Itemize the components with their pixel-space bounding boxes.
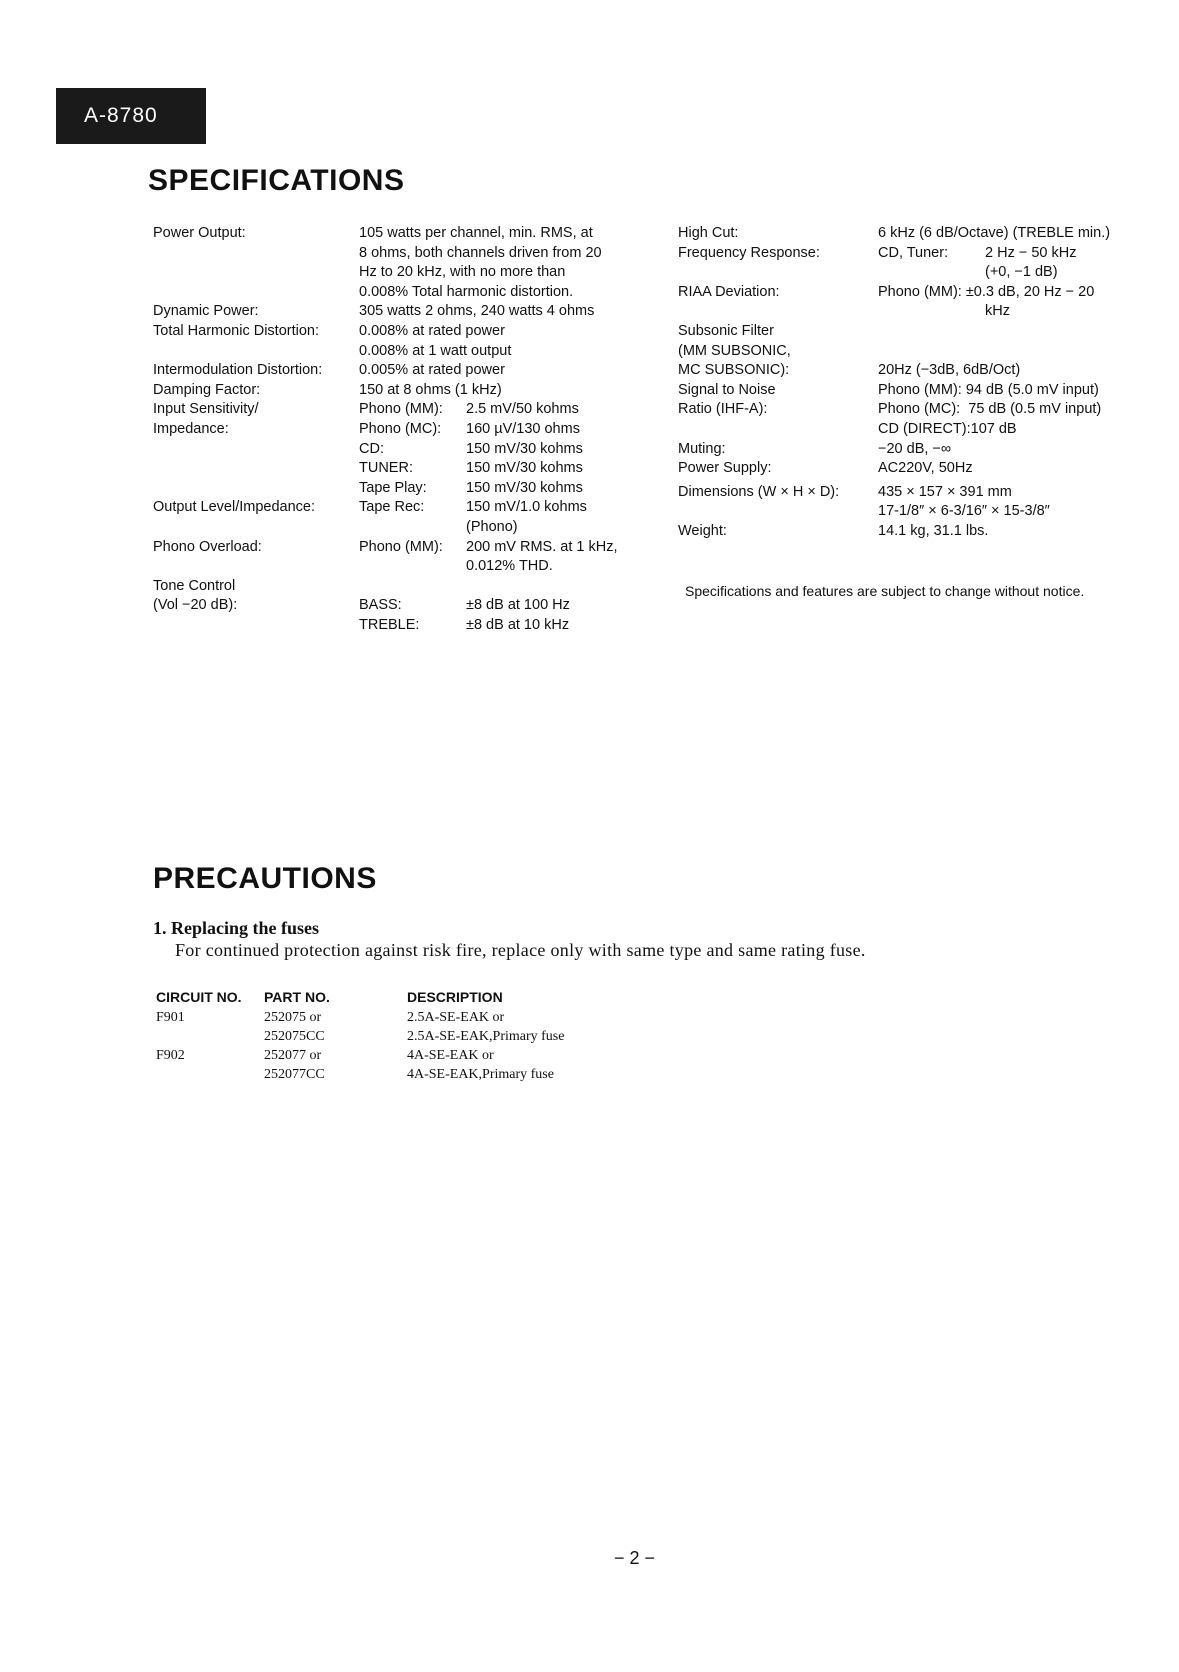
spec-value: Phono (MM): ±0.3 dB, 20 Hz − 20 — [878, 283, 1095, 300]
table-cell — [156, 1065, 264, 1084]
spec-value: 8 ohms, both channels driven from 20 — [359, 244, 602, 261]
spec-label: Phono Overload: — [153, 538, 262, 555]
spec-value: 0.005% at rated power — [359, 362, 505, 379]
table-cell: 252077 or — [264, 1048, 322, 1063]
spec-value: Hz to 20 kHz, with no more than — [359, 264, 566, 281]
spec-value: 150 at 8 ohms (1 kHz) — [359, 381, 502, 398]
table-row — [156, 1027, 707, 1046]
spec-value: 105 watts per channel, min. RMS, at — [359, 225, 593, 241]
spec-value: (+0, −1 dB) — [985, 264, 1058, 281]
spec-label: Dynamic Power: — [153, 303, 259, 320]
spec-value: 6 kHz (6 dB/Octave) (TREBLE min.) — [878, 225, 1111, 241]
spec-value: 150 mV/1.0 kohms — [466, 499, 587, 516]
spec-value: 17-1/8″ × 6-3/16″ × 15-3/8″ — [878, 503, 1050, 520]
spec-label: Impedance: — [153, 420, 229, 437]
table-cell: 252077CC — [264, 1067, 325, 1082]
spec-label: Power Supply: — [678, 460, 772, 477]
spec-label: Tone Control — [153, 577, 236, 594]
spec-label: (MM SUBSONIC, — [678, 342, 791, 359]
col-description: DESCRIPTION — [407, 989, 503, 1005]
col-circuit-no: CIRCUIT NO. — [156, 989, 242, 1005]
spec-value: CD (DIRECT):107 dB — [878, 420, 1017, 437]
spec-value: 2.5 mV/50 kohms — [466, 401, 579, 418]
spec-value: 200 mV RMS. at 1 kHz, — [466, 538, 618, 555]
spec-value: kHz — [985, 303, 1010, 320]
spec-value: ±8 dB at 100 Hz — [466, 597, 570, 614]
spec-label: Frequency Response: — [678, 244, 820, 261]
spec-label: MC SUBSONIC): — [678, 362, 790, 379]
spec-value: −20 dB, −∞ — [878, 440, 952, 457]
spec-label: High Cut: — [678, 225, 739, 241]
spec-sub-key: Tape Play: — [359, 479, 427, 496]
spec-sub-key: CD: — [359, 440, 384, 457]
spec-value: Phono (MC): 75 dB (0.5 mV input) — [878, 401, 1102, 418]
table-row — [156, 1065, 707, 1084]
spec-sub-key: Phono (MM): — [359, 401, 443, 418]
spec-label: Ratio (IHF-A): — [678, 401, 768, 418]
table-cell: F901 — [156, 1010, 185, 1025]
table-row — [156, 1008, 707, 1027]
spec-value: 20Hz (−3dB, 6dB/Oct) — [878, 362, 1021, 379]
table-cell: 4A-SE-EAK,Primary fuse — [407, 1067, 554, 1082]
spec-value: 435 × 157 × 391 mm — [878, 483, 1012, 500]
spec-label: Subsonic Filter — [678, 322, 774, 339]
table-cell: 252075CC — [264, 1029, 325, 1044]
spec-sub-key: Phono (MM): — [359, 538, 443, 555]
precaution-item-text: For continued protection against risk fire, replace only with same type and same rating fuse. — [175, 940, 866, 960]
table-cell: 4A-SE-EAK or — [407, 1048, 494, 1063]
spec-value: 2 Hz − 50 kHz — [985, 244, 1077, 261]
page-number: − 2 − — [614, 1548, 656, 1568]
spec-value: 150 mV/30 kohms — [466, 479, 583, 496]
model-badge — [56, 88, 206, 144]
table-row — [156, 1046, 707, 1065]
spec-sub-key: Tape Rec: — [359, 499, 425, 516]
precaution-item-title: 1. Replacing the fuses — [153, 918, 319, 938]
spec-sub-key: TREBLE: — [359, 616, 420, 633]
table-cell — [156, 1027, 264, 1046]
spec-value: 150 mV/30 kohms — [466, 440, 583, 457]
table-header-row — [156, 988, 707, 1008]
spec-label: Damping Factor: — [153, 381, 261, 398]
spec-value: ±8 dB at 10 kHz — [466, 616, 570, 633]
spec-left-column — [153, 224, 618, 635]
spec-label: (Vol −20 dB): — [153, 597, 238, 614]
spec-value: 14.1 kg, 31.1 lbs. — [878, 522, 989, 539]
spec-value: 160 µV/130 ohms — [466, 420, 580, 437]
spec-value: 0.008% Total harmonic distortion. — [359, 283, 574, 300]
spec-label: Dimensions (W × H × D): — [678, 483, 840, 500]
specifications-heading: SPECIFICATIONS — [148, 164, 405, 197]
spec-sub-key: CD, Tuner: — [878, 244, 949, 261]
spec-label: RIAA Deviation: — [678, 283, 780, 300]
spec-value: 0.008% at rated power — [359, 322, 505, 339]
spec-sub-key: BASS: — [359, 597, 402, 614]
spec-label: Signal to Noise — [678, 381, 776, 398]
spec-label: Power Output: — [153, 225, 246, 241]
spec-sub-key: TUNER: — [359, 460, 413, 477]
precautions-heading: PRECAUTIONS — [153, 862, 377, 895]
spec-value: Phono (MM): 94 dB (5.0 mV input) — [878, 381, 1099, 398]
spec-label: Weight: — [678, 522, 727, 539]
spec-notice: Specifications and features are subject to change without notice. — [685, 583, 1085, 599]
table-cell: F902 — [156, 1048, 185, 1063]
model-badge-text: A-8780 — [84, 104, 158, 127]
spec-label: Muting: — [678, 440, 726, 457]
spec-right-column — [678, 224, 1110, 542]
spec-sub-key: Phono (MC): — [359, 420, 442, 437]
table-cell: 2.5A-SE-EAK or — [407, 1010, 505, 1025]
spec-value: 0.012% THD. — [466, 558, 553, 575]
spec-label: Total Harmonic Distortion: — [153, 322, 319, 339]
spec-value: 0.008% at 1 watt output — [359, 342, 512, 359]
spec-value: AC220V, 50Hz — [878, 460, 973, 477]
spec-value: 305 watts 2 ohms, 240 watts 4 ohms — [359, 303, 595, 320]
spec-label: Intermodulation Distortion: — [153, 362, 323, 379]
spec-value: 150 mV/30 kohms — [466, 460, 583, 477]
fuse-table — [156, 988, 707, 1084]
spec-value: (Phono) — [466, 518, 518, 535]
table-cell: 252075 or — [264, 1010, 322, 1025]
col-part-no: PART NO. — [264, 989, 330, 1005]
spec-label: Input Sensitivity/ — [153, 401, 259, 418]
table-cell: 2.5A-SE-EAK,Primary fuse — [407, 1029, 565, 1044]
spec-label: Output Level/Impedance: — [153, 499, 316, 516]
